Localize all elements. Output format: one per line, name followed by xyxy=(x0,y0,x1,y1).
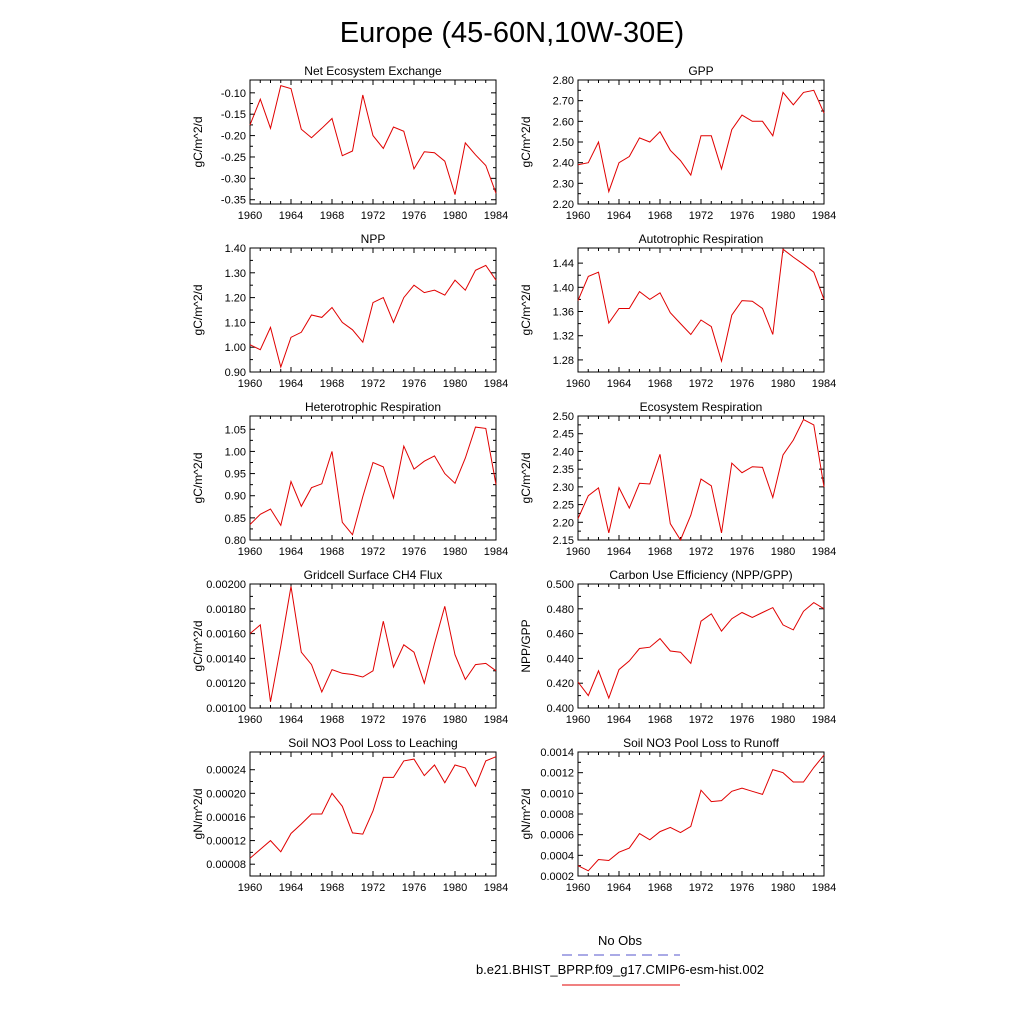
y-tick-label: -0.30 xyxy=(220,173,246,186)
y-tick-label: 0.90 xyxy=(224,490,246,503)
x-tick-label: 1976 xyxy=(729,546,755,558)
y-tick-label: -0.20 xyxy=(220,130,246,143)
x-tick-label: 1980 xyxy=(770,714,796,726)
series-line-0 xyxy=(578,90,824,191)
y-tick-label: 2.60 xyxy=(552,116,574,129)
x-tick-label: 1960 xyxy=(565,714,591,726)
x-tick-label: 1964 xyxy=(278,546,304,558)
y-tick-label: 1.32 xyxy=(552,330,574,343)
y-tick-label: 1.00 xyxy=(224,446,246,459)
y-tick-label: 0.400 xyxy=(546,703,574,715)
x-tick-label: 1980 xyxy=(442,378,468,390)
x-tick-label: 1964 xyxy=(606,714,632,726)
plot-frame xyxy=(578,80,824,204)
x-tick-label: 1980 xyxy=(770,210,796,222)
x-tick-label: 1968 xyxy=(647,378,673,390)
y-tick-label: 0.00024 xyxy=(206,764,246,777)
chart-title: Carbon Use Efficiency (NPP/GPP) xyxy=(609,568,793,582)
x-tick-label: 1960 xyxy=(565,882,591,894)
plot-frame xyxy=(250,416,496,540)
chart-panel-6 xyxy=(191,568,508,726)
y-tick-label: 1.40 xyxy=(552,282,574,295)
y-tick-label: 0.480 xyxy=(546,603,574,616)
chart-title: Ecosystem Respiration xyxy=(639,400,763,414)
chart-panel-7 xyxy=(519,568,836,726)
x-tick-label: 1984 xyxy=(811,546,837,558)
y-axis-label: gC/m^2/d xyxy=(191,116,205,168)
y-tick-label: 1.40 xyxy=(224,243,246,255)
x-tick-label: 1972 xyxy=(360,714,386,726)
x-tick-label: 1972 xyxy=(688,378,714,390)
y-tick-label: 1.05 xyxy=(224,424,246,437)
x-tick-label: 1972 xyxy=(688,714,714,726)
y-tick-label: 1.44 xyxy=(552,258,574,271)
y-tick-label: 0.85 xyxy=(224,512,246,525)
x-tick-label: 1972 xyxy=(360,882,386,894)
plot-frame xyxy=(578,248,824,372)
chart-panel-8 xyxy=(191,736,508,894)
x-tick-label: 1976 xyxy=(401,882,427,894)
plot-frame xyxy=(250,752,496,876)
y-axis-label: gC/m^2/d xyxy=(191,284,205,336)
y-tick-label: 0.00160 xyxy=(206,628,246,641)
y-tick-label: 0.90 xyxy=(224,367,246,379)
y-tick-label: 1.28 xyxy=(552,354,574,367)
x-tick-label: 1960 xyxy=(237,210,263,222)
y-axis-label: gN/m^2/d xyxy=(519,788,533,840)
y-tick-label: 2.40 xyxy=(552,157,574,170)
y-tick-label: 0.420 xyxy=(546,678,574,691)
x-tick-label: 1972 xyxy=(688,882,714,894)
x-tick-label: 1984 xyxy=(811,882,837,894)
y-tick-label: 0.00200 xyxy=(206,579,246,591)
chart-panel-5 xyxy=(519,400,836,558)
chart-panels xyxy=(191,64,836,894)
y-axis-label: gC/m^2/d xyxy=(191,452,205,504)
y-tick-label: -0.10 xyxy=(220,87,246,100)
y-axis-label: gC/m^2/d xyxy=(519,452,533,504)
chart-title: NPP xyxy=(360,232,386,246)
legend-model-label: b.e21.BHIST_BPRP.f09_g17.CMIP6-esm-hist.002 xyxy=(475,962,765,977)
y-tick-label: 0.0014 xyxy=(540,747,574,759)
x-tick-label: 1980 xyxy=(770,546,796,558)
x-tick-label: 1980 xyxy=(770,882,796,894)
x-tick-label: 1964 xyxy=(278,210,304,222)
series-line-0 xyxy=(578,603,824,699)
x-tick-label: 1960 xyxy=(237,714,263,726)
series-line-0 xyxy=(578,755,824,871)
series-line-0 xyxy=(578,249,824,361)
y-tick-label: 0.0008 xyxy=(540,809,574,821)
y-tick-label: 0.0010 xyxy=(540,788,574,801)
x-tick-label: 1976 xyxy=(401,378,427,390)
x-tick-label: 1984 xyxy=(811,210,837,222)
chart-title: Heterotrophic Respiration xyxy=(304,400,442,414)
plot-frame xyxy=(578,752,824,876)
x-tick-label: 1976 xyxy=(729,714,755,726)
y-tick-label: 2.15 xyxy=(552,535,574,547)
legend-obs-label: No Obs xyxy=(597,933,643,948)
x-tick-label: 1976 xyxy=(401,546,427,558)
y-tick-label: 1.30 xyxy=(224,267,246,280)
x-tick-label: 1976 xyxy=(729,882,755,894)
x-tick-label: 1964 xyxy=(606,378,632,390)
x-tick-label: 1960 xyxy=(565,210,591,222)
x-tick-label: 1964 xyxy=(606,882,632,894)
y-tick-label: -0.25 xyxy=(220,151,246,164)
y-tick-label: 2.20 xyxy=(552,517,574,530)
x-tick-label: 1984 xyxy=(811,714,837,726)
x-tick-label: 1980 xyxy=(442,882,468,894)
x-tick-label: 1964 xyxy=(278,378,304,390)
x-tick-label: 1960 xyxy=(237,378,263,390)
y-tick-label: 0.00016 xyxy=(206,811,246,824)
chart-panel-2 xyxy=(191,232,508,390)
chart-title: Autotrophic Respiration xyxy=(638,232,764,246)
y-tick-label: 2.45 xyxy=(552,428,574,441)
y-tick-label: 2.40 xyxy=(552,446,574,459)
x-tick-label: 1972 xyxy=(688,210,714,222)
chart-title: GPP xyxy=(688,64,714,78)
y-tick-label: 2.30 xyxy=(552,178,574,191)
y-tick-label: 0.00008 xyxy=(206,859,246,872)
x-tick-label: 1968 xyxy=(319,378,345,390)
chart-panel-9 xyxy=(519,736,836,894)
chart-title: Soil NO3 Pool Loss to Runoff xyxy=(623,736,779,750)
x-tick-label: 1972 xyxy=(360,210,386,222)
y-tick-label: 2.35 xyxy=(552,464,574,477)
x-tick-label: 1980 xyxy=(442,210,468,222)
y-tick-label: 2.50 xyxy=(552,411,574,423)
y-tick-label: 2.25 xyxy=(552,499,574,512)
chart-panel-3 xyxy=(519,232,836,390)
x-tick-label: 1968 xyxy=(319,714,345,726)
x-tick-label: 1968 xyxy=(647,882,673,894)
chart-title: Net Ecosystem Exchange xyxy=(304,64,442,78)
y-tick-label: 0.00180 xyxy=(206,603,246,616)
x-tick-label: 1960 xyxy=(237,546,263,558)
y-tick-label: 0.00100 xyxy=(206,703,246,715)
x-tick-label: 1984 xyxy=(483,378,509,390)
x-tick-label: 1960 xyxy=(565,546,591,558)
y-tick-label: 0.00120 xyxy=(206,678,246,691)
x-tick-label: 1984 xyxy=(483,546,509,558)
y-tick-label: 0.00020 xyxy=(206,788,246,801)
chart-title: Gridcell Surface CH4 Flux xyxy=(303,568,443,582)
y-tick-label: 1.36 xyxy=(552,306,574,319)
x-tick-label: 1964 xyxy=(606,210,632,222)
x-tick-label: 1980 xyxy=(442,546,468,558)
y-tick-label: 0.460 xyxy=(546,628,574,641)
x-tick-label: 1964 xyxy=(278,882,304,894)
x-tick-label: 1984 xyxy=(483,882,509,894)
series-line-0 xyxy=(250,587,496,702)
x-tick-label: 1968 xyxy=(647,546,673,558)
y-tick-label: 0.95 xyxy=(224,468,246,481)
y-tick-label: 0.00140 xyxy=(206,653,246,666)
plot-frame xyxy=(250,248,496,372)
series-line-0 xyxy=(250,265,496,367)
series-line-0 xyxy=(578,420,824,541)
chart-panel-1 xyxy=(519,64,836,222)
x-tick-label: 1976 xyxy=(401,714,427,726)
plot-frame xyxy=(578,416,824,540)
y-axis-label: gC/m^2/d xyxy=(519,284,533,336)
y-tick-label: -0.35 xyxy=(220,194,246,207)
y-tick-label: -0.15 xyxy=(220,109,246,122)
y-tick-label: 1.20 xyxy=(224,292,246,305)
chart-panel-0 xyxy=(191,64,508,222)
y-tick-label: 2.20 xyxy=(552,199,574,211)
x-tick-label: 1960 xyxy=(237,882,263,894)
y-axis-label: gC/m^2/d xyxy=(519,116,533,168)
x-tick-label: 1972 xyxy=(360,378,386,390)
x-tick-label: 1976 xyxy=(729,378,755,390)
y-tick-label: 1.00 xyxy=(224,342,246,355)
series-line-0 xyxy=(250,427,496,535)
x-tick-label: 1976 xyxy=(729,210,755,222)
x-tick-label: 1968 xyxy=(647,714,673,726)
y-tick-label: 0.0004 xyxy=(540,850,574,863)
y-tick-label: 0.00012 xyxy=(206,835,246,848)
x-tick-label: 1976 xyxy=(401,210,427,222)
x-tick-label: 1984 xyxy=(811,378,837,390)
y-tick-label: 2.70 xyxy=(552,95,574,108)
y-tick-label: 1.10 xyxy=(224,317,246,330)
series-line-0 xyxy=(250,86,496,195)
y-axis-label: gN/m^2/d xyxy=(191,788,205,840)
x-tick-label: 1968 xyxy=(319,546,345,558)
y-tick-label: 0.0006 xyxy=(540,829,574,842)
legend xyxy=(476,933,764,985)
x-tick-label: 1984 xyxy=(483,210,509,222)
y-tick-label: 0.0002 xyxy=(540,871,574,883)
chart-title: Soil NO3 Pool Loss to Leaching xyxy=(288,736,458,750)
y-tick-label: 0.500 xyxy=(546,579,574,591)
y-tick-label: 2.80 xyxy=(552,75,574,87)
y-tick-label: 2.50 xyxy=(552,137,574,149)
y-tick-label: 0.80 xyxy=(224,535,246,547)
x-tick-label: 1968 xyxy=(647,210,673,222)
plot-frame xyxy=(250,80,496,204)
chart-panel-4 xyxy=(191,400,508,558)
y-tick-label: 0.0012 xyxy=(540,767,574,780)
y-tick-label: 0.440 xyxy=(546,653,574,666)
x-tick-label: 1964 xyxy=(606,546,632,558)
x-tick-label: 1960 xyxy=(565,378,591,390)
y-axis-label: gC/m^2/d xyxy=(191,620,205,672)
y-tick-label: 2.30 xyxy=(552,481,574,494)
x-tick-label: 1984 xyxy=(483,714,509,726)
series-line-0 xyxy=(250,757,496,859)
x-tick-label: 1980 xyxy=(770,378,796,390)
x-tick-label: 1968 xyxy=(319,210,345,222)
x-tick-label: 1980 xyxy=(442,714,468,726)
y-axis-label: NPP/GPP xyxy=(519,619,533,673)
x-tick-label: 1964 xyxy=(278,714,304,726)
x-tick-label: 1972 xyxy=(688,546,714,558)
plot-frame xyxy=(250,584,496,708)
plot-frame xyxy=(578,584,824,708)
x-tick-label: 1968 xyxy=(319,882,345,894)
x-tick-label: 1972 xyxy=(360,546,386,558)
page-title: Europe (45-60N,10W-30E) xyxy=(339,17,685,49)
